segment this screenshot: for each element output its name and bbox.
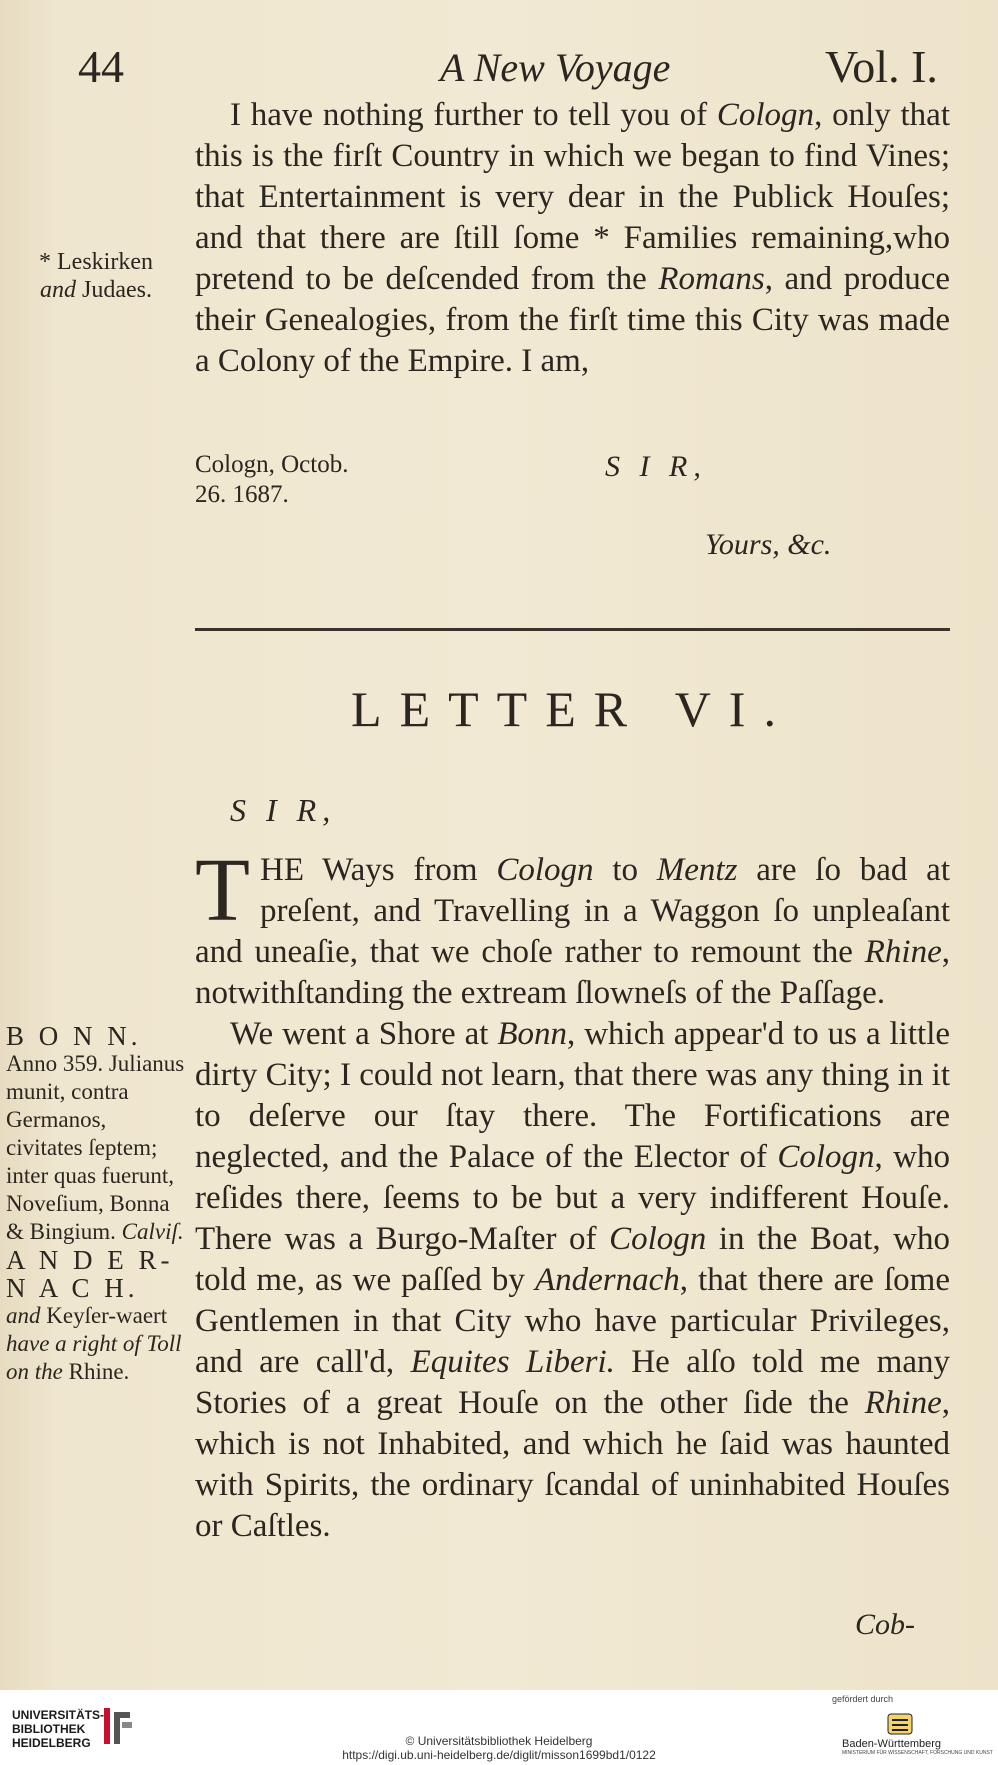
drop-cap: T xyxy=(195,841,250,940)
letter-paragraph-1: THE Ways from Cologn to Mentz are ſo bad at preſent, and Travelling in a Waggon ſo unpleaſant and uneaſie, that we choſe rather to remount the Rhine, notwithſtanding the extream ſlowneſs of the Paſſage. xyxy=(195,841,950,1011)
section-divider xyxy=(195,628,950,631)
closing-sir: S I R, xyxy=(605,450,707,483)
footer-bar xyxy=(0,1690,998,1765)
page-header xyxy=(0,38,998,98)
library-name: UNIVERSITÄTS- BIBLIOTHEK HEIDELBERG xyxy=(12,1708,105,1750)
margin-note-bonn: B O N N. Anno 359. Julianus munit, contra Germanos, civitates ſeptem; inter quas fuerunt, Noveſium, Bonna & Bingium. Calviſ. A N D E R- N A C H. and Keyſer-waert have a right of Toll on the Rhine. xyxy=(6,1021,185,1384)
letter-paragraph-2: We went a Shore at Bonn, which appear'd to us a little dirty City; I could not learn, that there was any thing in it to deſerve our ſtay there. The Fortifications are neglected, and the Palace of the Elector of Cologn, who reſides there, ſeems to be but a very indifferent Houſe. There was a Burgo-Maſter of Cologn in the Boat, who told me, as we paſſed by Andernach, that there are ſome Gentlemen in that City who have particular Privileges, and are call'd, Equites Liberi. He alſo told me many Stories of a great Houſe on the other ſide the Rhine, which is not Inhabited, and which he ſaid was haunted with Spirits, the ordinary ſcandal of uninhabited Houſes or Caſtles. xyxy=(195,1016,951,1544)
running-title: A New Voyage xyxy=(440,45,671,90)
catchword: Cob- xyxy=(855,1608,915,1641)
volume-label: Vol. I. xyxy=(825,41,938,92)
page-number: 44 xyxy=(78,41,124,92)
copyright-text: © Universitätsbibliothek Heidelberg xyxy=(405,1734,593,1748)
intro-paragraph: I have nothing further to tell you of Cologn, only that this is the firſt Country in which we began to find Vines; that Entertainment is very dear in the Publick Houſes; and that there are ſtill ſome * Families remaining,who pretend to be deſcended from the Romans, and produce their Genealogies, from the firſt time this City was made a Colony of the Empire. I am, xyxy=(195,97,951,379)
funder-name: Baden-Württemberg xyxy=(842,1738,942,1750)
closing-yours: Yours, &c. xyxy=(705,528,832,561)
letter-salutation: S I R, xyxy=(230,792,337,828)
funder-subtitle: MINISTERIUM FÜR WISSENSCHAFT, FORSCHUNG UND KUNST xyxy=(842,1750,993,1756)
dateline: Cologn, Octob. 26. 1687. xyxy=(195,451,349,508)
baden-wuerttemberg-crest-icon xyxy=(882,1712,918,1736)
letter-body xyxy=(195,841,951,1547)
source-url-link[interactable]: https://digi.ub.uni-heidelberg.de/diglit/misson1699bd1/0122 xyxy=(342,1748,656,1762)
letter-title: LETTER VI. xyxy=(351,681,794,737)
letter-closing xyxy=(195,450,955,570)
funded-by-label: gefördert durch xyxy=(832,1694,894,1704)
margin-note-families: * Leskirken and Judaes. xyxy=(39,249,153,303)
